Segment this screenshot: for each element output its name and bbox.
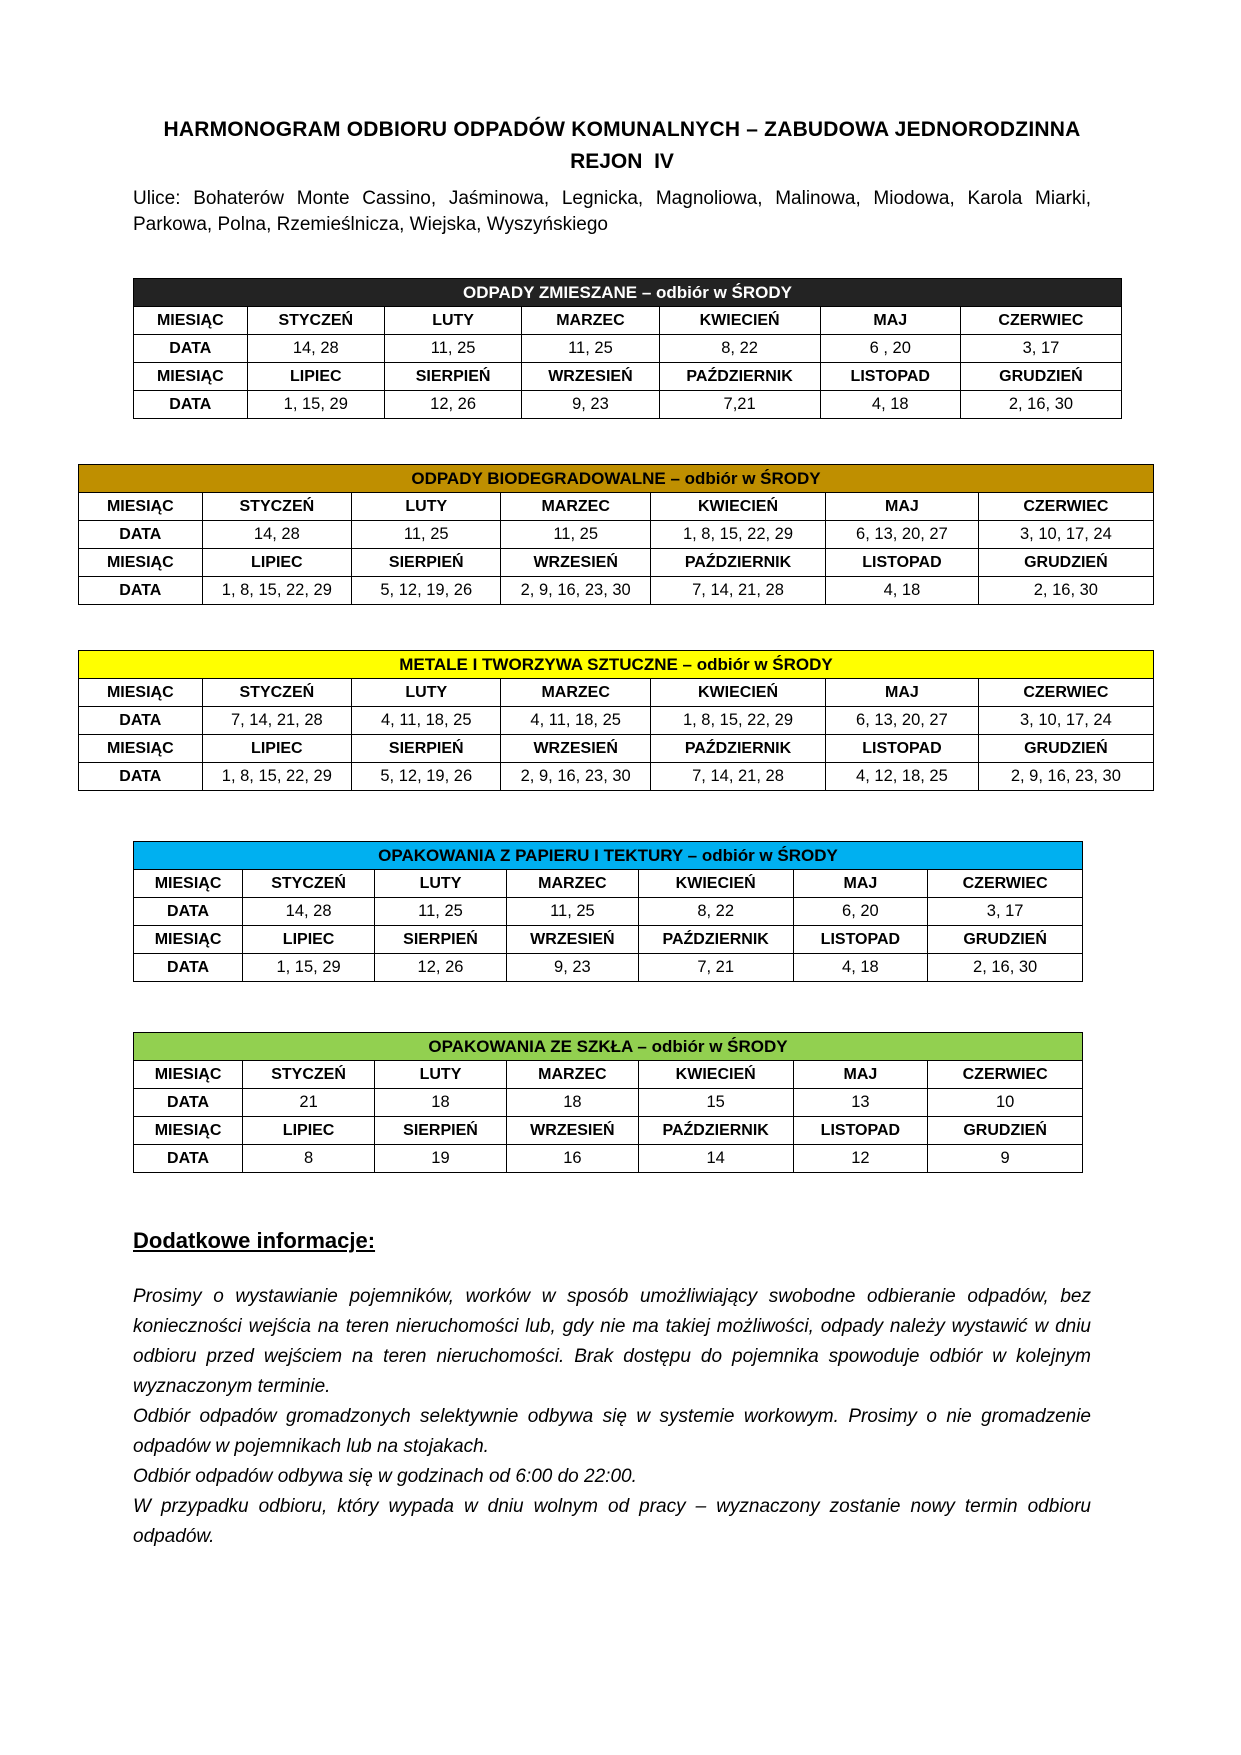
month-cell: LUTY [375,1061,507,1089]
date-cell: 18 [375,1089,507,1117]
month-cell: PAŹDZIERNIK [638,926,793,954]
date-cell: 4, 18 [826,577,979,605]
date-cell: 10 [928,1089,1083,1117]
info-paragraph: Odbiór odpadów odbywa się w godzinach od 6:00 do 22:00. [133,1466,637,1487]
row-label-cell: MIESIĄC [134,926,243,954]
date-cell: 7, 21 [638,954,793,982]
date-cell: 5, 12, 19, 26 [352,577,501,605]
date-cell: 11, 25 [375,898,507,926]
row-label-cell: MIESIĄC [79,549,203,577]
table-row [134,954,1083,982]
date-cell: 8, 22 [638,898,793,926]
date-cell: 11, 25 [384,335,521,363]
row-label-cell: DATA [134,898,243,926]
row-label-cell: DATA [134,1089,243,1117]
date-cell: 2, 9, 16, 23, 30 [501,577,650,605]
date-cell: 16 [506,1145,638,1173]
month-cell: WRZESIEŃ [522,363,659,391]
date-cell: 7,21 [659,391,820,419]
document-subtitle: REJON IV [570,150,674,173]
date-cell: 5, 12, 19, 26 [352,763,501,791]
month-cell: STYCZEŃ [247,307,384,335]
date-cell: 9, 23 [506,954,638,982]
month-cell: GRUDZIEŃ [960,363,1121,391]
table-row [134,898,1083,926]
row-label-cell: DATA [79,763,203,791]
date-cell: 3, 17 [928,898,1083,926]
month-cell: MAJ [793,1061,928,1089]
table-row [134,363,1122,391]
date-cell: 14, 28 [202,521,351,549]
date-cell: 11, 25 [352,521,501,549]
month-cell: MARZEC [501,679,650,707]
date-cell: 12 [793,1145,928,1173]
table-title-odpady-zmieszane: ODPADY ZMIESZANE – odbiór w ŚRODY [134,279,1122,307]
table-row [79,679,1154,707]
date-cell: 1, 8, 15, 22, 29 [650,521,825,549]
table-row [134,391,1122,419]
month-cell: STYCZEŃ [202,679,351,707]
month-cell: LIPIEC [243,1117,375,1145]
schedule-table-odpady-zmieszane [133,278,1122,419]
table-row [134,926,1083,954]
table-row [134,1145,1083,1173]
table-title-opakowania-z-papieru-i-tektury: OPAKOWANIA Z PAPIERU I TEKTURY – odbiór w ŚRODY [134,842,1083,870]
date-cell: 14, 28 [247,335,384,363]
table-row [134,307,1122,335]
row-label-cell: MIESIĄC [79,493,203,521]
month-cell: LUTY [352,493,501,521]
date-cell: 2, 9, 16, 23, 30 [501,763,650,791]
month-cell: STYCZEŃ [243,870,375,898]
month-cell: LUTY [352,679,501,707]
row-label-cell: MIESIĄC [79,735,203,763]
month-cell: LIPIEC [243,926,375,954]
table-row [134,1061,1083,1089]
date-cell: 18 [506,1089,638,1117]
table-row [134,1117,1083,1145]
date-cell: 2, 16, 30 [960,391,1121,419]
month-cell: LISTOPAD [826,735,979,763]
table-title-opakowania-ze-szkla: OPAKOWANIA ZE SZKŁA – odbiór w ŚRODY [134,1033,1083,1061]
info-paragraph: Odbiór odpadów gromadzonych selektywnie odbywa się w systemie workowym. Prosimy o nie gromadzenie odpadów w pojemnikach lub na stojakach. [133,1406,1091,1457]
schedule-table-opakowania-ze-szkla [133,1032,1083,1173]
month-cell: LISTOPAD [793,1117,928,1145]
date-cell: 7, 14, 21, 28 [202,707,351,735]
row-label-cell: MIESIĄC [134,870,243,898]
row-label-cell: DATA [134,391,248,419]
month-cell: LIPIEC [202,735,351,763]
month-cell: LUTY [384,307,521,335]
month-cell: PAŹDZIERNIK [638,1117,793,1145]
month-cell: STYCZEŃ [202,493,351,521]
table-row [79,763,1154,791]
date-cell: 14 [638,1145,793,1173]
month-cell: LISTOPAD [820,363,960,391]
date-cell: 12, 26 [375,954,507,982]
schedule-tables [0,278,1241,1173]
date-cell: 6 , 20 [820,335,960,363]
schedule-table-odpady-biodegradowalne [78,464,1154,605]
month-cell: CZERWIEC [928,870,1083,898]
date-cell: 4, 11, 18, 25 [501,707,650,735]
month-cell: WRZESIEŃ [506,1117,638,1145]
date-cell: 7, 14, 21, 28 [650,577,825,605]
table-title-odpady-biodegradowalne: ODPADY BIODEGRADOWALNE – odbiór w ŚRODY [79,465,1154,493]
date-cell: 6, 13, 20, 27 [826,521,979,549]
month-cell: GRUDZIEŃ [928,1117,1083,1145]
date-cell: 9, 23 [522,391,659,419]
date-cell: 4, 12, 18, 25 [826,763,979,791]
month-cell: KWIECIEŃ [638,1061,793,1089]
date-cell: 12, 26 [384,391,521,419]
date-cell: 4, 11, 18, 25 [352,707,501,735]
month-cell: GRUDZIEŃ [978,549,1153,577]
row-label-cell: DATA [134,335,248,363]
date-cell: 1, 15, 29 [247,391,384,419]
date-cell: 11, 25 [522,335,659,363]
table-row [79,521,1154,549]
month-cell: LISTOPAD [826,549,979,577]
row-label-cell: MIESIĄC [134,363,248,391]
date-cell: 3, 10, 17, 24 [978,521,1153,549]
month-cell: KWIECIEŃ [659,307,820,335]
date-cell: 15 [638,1089,793,1117]
month-cell: KWIECIEŃ [650,493,825,521]
table-row [79,707,1154,735]
schedule-table-metale-i-tworzywa-sztuczne [78,650,1154,791]
table-row [134,1089,1083,1117]
month-cell: PAŹDZIERNIK [650,735,825,763]
table-title-metale-i-tworzywa-sztuczne: METALE I TWORZYWA SZTUCZNE – odbiór w ŚRODY [79,651,1154,679]
month-cell: GRUDZIEŃ [928,926,1083,954]
month-cell: CZERWIEC [978,493,1153,521]
month-cell: MARZEC [501,493,650,521]
additional-info-paragraphs [133,1282,1091,1552]
month-cell: LIPIEC [202,549,351,577]
month-cell: SIERPIEŃ [375,926,507,954]
table-row [79,577,1154,605]
info-paragraph: Prosimy o wystawianie pojemników, worków w sposób umożliwiający swobodne odbieranie odpadów, bez konieczności wejścia na teren nieruchomości lub, gdy nie ma takiej możliwości, odpady należy wystawić w dniu odbioru przed wejściem na teren nieruchomości. Brak dostępu do pojemnika spowoduje odbiór w kolejnym wyznaczonym terminie. [133,1286,1091,1397]
table-row [79,549,1154,577]
schedule-table-opakowania-z-papieru-i-tektury [133,841,1083,982]
month-cell: SIERPIEŃ [352,549,501,577]
date-cell: 3, 10, 17, 24 [978,707,1153,735]
date-cell: 6, 13, 20, 27 [826,707,979,735]
month-cell: KWIECIEŃ [638,870,793,898]
date-cell: 2, 16, 30 [978,577,1153,605]
month-cell: WRZESIEŃ [501,735,650,763]
streets-paragraph: Ulice: Bohaterów Monte Cassino, Jaśminowa, Legnicka, Magnoliowa, Malinowa, Miodowa, Karola Miarki, Parkowa, Polna, Rzemieślnicza, Wiejska, Wyszyńskiego [133,188,1091,235]
month-cell: GRUDZIEŃ [978,735,1153,763]
date-cell: 4, 18 [793,954,928,982]
month-cell: PAŹDZIERNIK [650,549,825,577]
month-cell: MARZEC [522,307,659,335]
month-cell: SIERPIEŃ [375,1117,507,1145]
month-cell: PAŹDZIERNIK [659,363,820,391]
row-label-cell: DATA [134,954,243,982]
date-cell: 8, 22 [659,335,820,363]
month-cell: CZERWIEC [928,1061,1083,1089]
month-cell: MAJ [793,870,928,898]
date-cell: 14, 28 [243,898,375,926]
row-label-cell: DATA [79,707,203,735]
info-paragraph: W przypadku odbioru, który wypada w dniu wolnym od pracy – wyznaczony zostanie nowy termin odbioru odpadów. [133,1496,1091,1547]
month-cell: WRZESIEŃ [506,926,638,954]
table-row [79,493,1154,521]
date-cell: 21 [243,1089,375,1117]
date-cell: 11, 25 [506,898,638,926]
date-cell: 4, 18 [820,391,960,419]
row-label-cell: DATA [79,577,203,605]
date-cell: 1, 15, 29 [243,954,375,982]
month-cell: LIPIEC [247,363,384,391]
month-cell: WRZESIEŃ [501,549,650,577]
date-cell: 11, 25 [501,521,650,549]
date-cell: 2, 16, 30 [928,954,1083,982]
date-cell: 1, 8, 15, 22, 29 [202,763,351,791]
row-label-cell: MIESIĄC [134,1061,243,1089]
row-label-cell: DATA [79,521,203,549]
date-cell: 13 [793,1089,928,1117]
date-cell: 3, 17 [960,335,1121,363]
date-cell: 9 [928,1145,1083,1173]
date-cell: 6, 20 [793,898,928,926]
month-cell: MAJ [826,493,979,521]
date-cell: 1, 8, 15, 22, 29 [202,577,351,605]
month-cell: SIERPIEŃ [352,735,501,763]
month-cell: CZERWIEC [960,307,1121,335]
table-row [134,335,1122,363]
month-cell: LUTY [375,870,507,898]
month-cell: MAJ [820,307,960,335]
row-label-cell: MIESIĄC [134,1117,243,1145]
date-cell: 8 [243,1145,375,1173]
month-cell: STYCZEŃ [243,1061,375,1089]
table-row [134,870,1083,898]
month-cell: MAJ [826,679,979,707]
month-cell: CZERWIEC [978,679,1153,707]
row-label-cell: DATA [134,1145,243,1173]
month-cell: KWIECIEŃ [650,679,825,707]
date-cell: 1, 8, 15, 22, 29 [650,707,825,735]
additional-info-heading: Dodatkowe informacje: [133,1228,376,1253]
month-cell: MARZEC [506,870,638,898]
row-label-cell: MIESIĄC [134,307,248,335]
date-cell: 19 [375,1145,507,1173]
document-title: HARMONOGRAM ODBIORU ODPADÓW KOMUNALNYCH – ZABUDOWA JEDNORODZINNA [163,118,1081,141]
month-cell: LISTOPAD [793,926,928,954]
month-cell: MARZEC [506,1061,638,1089]
date-cell: 7, 14, 21, 28 [650,763,825,791]
table-row [79,735,1154,763]
row-label-cell: MIESIĄC [79,679,203,707]
month-cell: SIERPIEŃ [384,363,521,391]
date-cell: 2, 9, 16, 23, 30 [978,763,1153,791]
